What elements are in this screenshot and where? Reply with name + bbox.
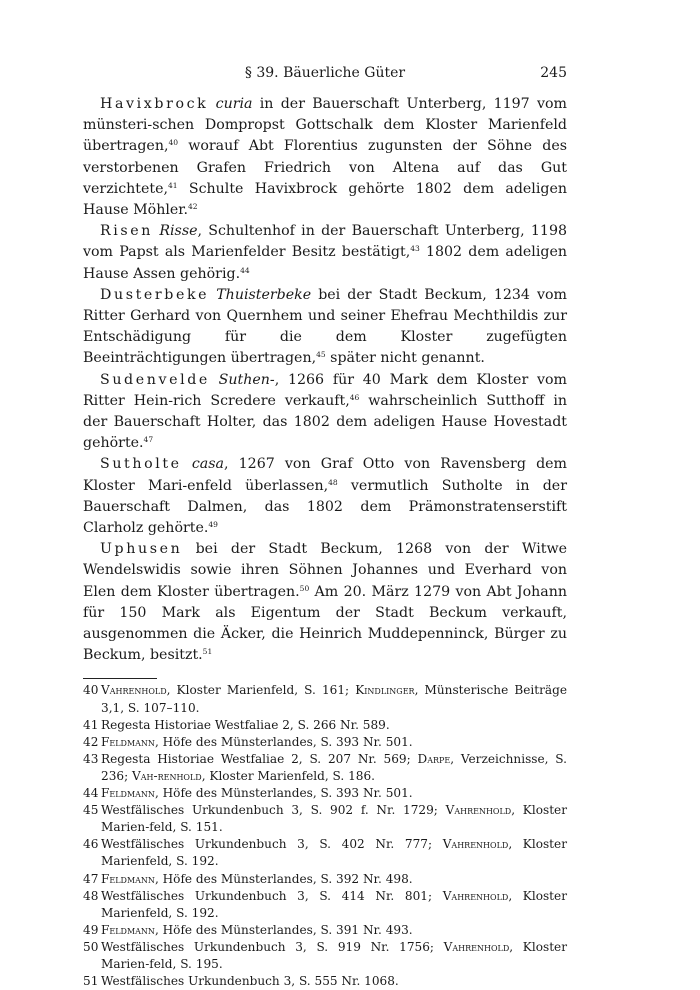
- footnote-ref: 47: [143, 435, 154, 445]
- footnote-ref: 46: [349, 392, 360, 402]
- author-name: Vahrenhold: [101, 683, 167, 698]
- author-name: Feldmann: [101, 871, 155, 886]
- footnote-text: , Höfe des Münsterlandes, S. 392 Nr. 498.: [154, 871, 413, 886]
- footnote-ref: 48: [328, 477, 338, 487]
- footnote-text: Westfälisches Urkundenbuch 3, S. 555 Nr. 1068.: [101, 974, 399, 989]
- footnote-ref: 43: [410, 244, 420, 254]
- footnote-number: 44: [83, 786, 99, 801]
- footnote-text: , Höfe des Münsterlandes, S. 391 Nr. 493.: [154, 922, 413, 937]
- latin-term: Thuisterbeke: [216, 286, 312, 303]
- footnote-number: 40: [83, 683, 99, 698]
- footnote-text: , Höfe des Münsterlandes, S. 393 Nr. 501.: [154, 734, 413, 749]
- footnote-text: , Kloster Marien-feld, S. 195.: [101, 939, 567, 971]
- footnote-text: , Kloster Marien-feld, S. 151.: [101, 803, 567, 835]
- footnote-text: Regesta Historiae Westfaliae 2, S. 207 Nr. 569;: [101, 751, 418, 766]
- footnote-51: [83, 973, 567, 990]
- latin-term: Risse: [159, 223, 198, 240]
- footnote-text: Westfälisches Urkundenbuch 3, S. 402 Nr. 777;: [101, 837, 443, 852]
- footnote-40: [83, 682, 567, 716]
- footnote-46: [83, 836, 567, 870]
- footnote-text: , Höfe des Münsterlandes, S. 393 Nr. 501.: [154, 786, 413, 801]
- footnote-text: , Münsterische Beiträge 3,1, S. 107–110.: [101, 683, 567, 715]
- farm-name: Sutholte: [100, 456, 182, 473]
- paragraph-risen: Risen Risse, Schultenhof in der Bauerschaft Unterberg, 1198 vom Papst als Marienfelder Besitz bestätigt,$^{43}$ 1802 dem adeligen Hause Assen gehörig.$^{44}$: [83, 223, 567, 282]
- footnote-number: 48: [83, 888, 99, 903]
- footnote-number: 47: [83, 871, 99, 886]
- footnote-47: [83, 871, 567, 888]
- footnote-text: , Kloster Marienfeld, S. 192.: [101, 888, 567, 920]
- paragraph-havixbrock: Havixbrock curia in der Bauerschaft Unterberg, 1197 vom münsteri-schen Dompropst Gottschalk dem Kloster Marienfeld übertragen,$^{40}$ worauf Abt Florentius zugunsten der Söhne des verstorbenen Grafen Friedrich von Altena auf das Gut verzichtete,$^{41}$ Schulte Havixbrock gehörte 1802 dem adeligen Hause Möhler.$^{42}$: [83, 96, 567, 219]
- footnote-42: [83, 734, 567, 751]
- author-name: Vahrenhold: [442, 837, 509, 852]
- footnote-50: [83, 939, 567, 973]
- author-name: Vah-renhold: [132, 768, 202, 783]
- footnote-ref: 40: [168, 138, 179, 148]
- footnote-41: [83, 717, 567, 734]
- paragraph-uphusen: Uphusen bei der Stadt Beckum, 1268 von der Witwe Wendelswidis sowie ihren Söhnen Johannes und Everhard von Elen dem Kloster übertragen.$^{50}$ Am 20. März 1279 von Abt Johann für 150 Mark als Eigentum der Stadt Beckum verkauft, ausgenommen die Äcker, die Heinrich Muddepenninck, Bürger zu Beckum, besitzt.$^{51}$: [83, 541, 567, 664]
- footnote-ref: 41: [168, 180, 178, 190]
- author-name: Feldmann: [101, 922, 155, 937]
- footnote-ref: 50: [299, 583, 310, 593]
- footnote-49: [83, 922, 567, 939]
- latin-term: Suthen-: [218, 371, 275, 388]
- section-title: § 39. Bäuerliche Güter: [244, 65, 406, 81]
- author-name: Feldmann: [101, 786, 155, 801]
- footnotes: [83, 682, 567, 990]
- footnote-ref: 42: [188, 202, 198, 212]
- footnote-48: [83, 888, 567, 922]
- farm-name: Uphusen: [100, 541, 183, 558]
- footnote-text: , Verzeichnisse, S. 236;: [101, 751, 567, 783]
- footnote-ref: 45: [316, 350, 326, 360]
- author-name: Vahrenhold: [442, 888, 509, 903]
- footnote-ref: 51: [202, 647, 213, 657]
- footnote-number: 41: [83, 717, 99, 732]
- footnote-text: Westfälisches Urkundenbuch 3, S. 919 Nr. 1756;: [101, 939, 444, 954]
- footnote-number: 51: [83, 974, 99, 989]
- author-name: Vahrenhold: [445, 803, 512, 818]
- author-name: Vahrenhold: [443, 939, 510, 954]
- farm-name: Havixbrock: [100, 96, 209, 112]
- footnote-text: Westfälisches Urkundenbuch 3, S. 902 f. Nr. 1729;: [101, 803, 446, 818]
- paragraph-sudenvelde: Sudenvelde Suthen-, 1266 für 40 Mark dem Kloster vom Ritter Hein-rich Scredere verkauft,$^{46}$ wahrscheinlich Sutthoff in der Bauerschaft Holter, das 1802 dem adeligen Hause Hovestadt gehörte.$^{47}$: [83, 371, 567, 452]
- footnote-number: 43: [83, 751, 99, 766]
- footnote-divider: [83, 678, 157, 679]
- farm-name: Dusterbeke: [100, 286, 210, 303]
- footnote-45: [83, 802, 567, 836]
- footnote-text: Regesta Historiae Westfaliae 2, S. 266 Nr. 589.: [101, 717, 390, 732]
- farm-name: Risen: [100, 223, 154, 240]
- latin-term: casa: [191, 456, 224, 473]
- page-number: 245: [540, 65, 567, 81]
- footnote-text: , Kloster Marienfeld, S. 186.: [201, 768, 376, 783]
- footnote-44: [83, 785, 567, 802]
- farm-name: Sudenvelde: [100, 371, 210, 388]
- footnote-ref: 49: [208, 520, 218, 530]
- running-header: [83, 60, 567, 86]
- paragraph-dusterbeke: Dusterbeke Thuisterbeke bei der Stadt Beckum, 1234 vom Ritter Gerhard von Quernhem und seiner Ehefrau Mechthildis zur Entschädigung für die dem Kloster zugefügten Beeinträchtigungen übertragen,$^{45}$ später nicht genannt.: [83, 286, 567, 367]
- footnote-ref: 44: [240, 265, 250, 275]
- footnote-number: 50: [83, 939, 99, 954]
- footnote-number: 45: [83, 803, 99, 818]
- footnote-text: , Kloster Marienfeld, S. 161;: [166, 683, 356, 698]
- footnote-number: 42: [83, 734, 99, 749]
- author-name: Darpe: [417, 751, 451, 766]
- main-text: [83, 94, 567, 666]
- paragraph-sutholte: Sutholte casa, 1267 von Graf Otto von Ravensberg dem Kloster Mari-enfeld überlassen,$^{48}$ vermutlich Sutholte in der Bauerschaft Dalmen, das 1802 dem Prämonstratenserstift Clarholz gehörte.$^{49}$: [83, 456, 567, 537]
- footnote-text: , Kloster Marienfeld, S. 192.: [101, 837, 567, 869]
- footnote-text: Westfälisches Urkundenbuch 3, S. 414 Nr. 801;: [101, 888, 443, 903]
- footnote-number: 46: [83, 837, 99, 852]
- book-page: [83, 60, 567, 990]
- latin-term: curia: [215, 96, 253, 112]
- footnote-number: 49: [83, 922, 99, 937]
- author-name: Feldmann: [101, 734, 155, 749]
- footnote-43: [83, 751, 567, 785]
- author-name: Kindlinger: [355, 683, 415, 698]
